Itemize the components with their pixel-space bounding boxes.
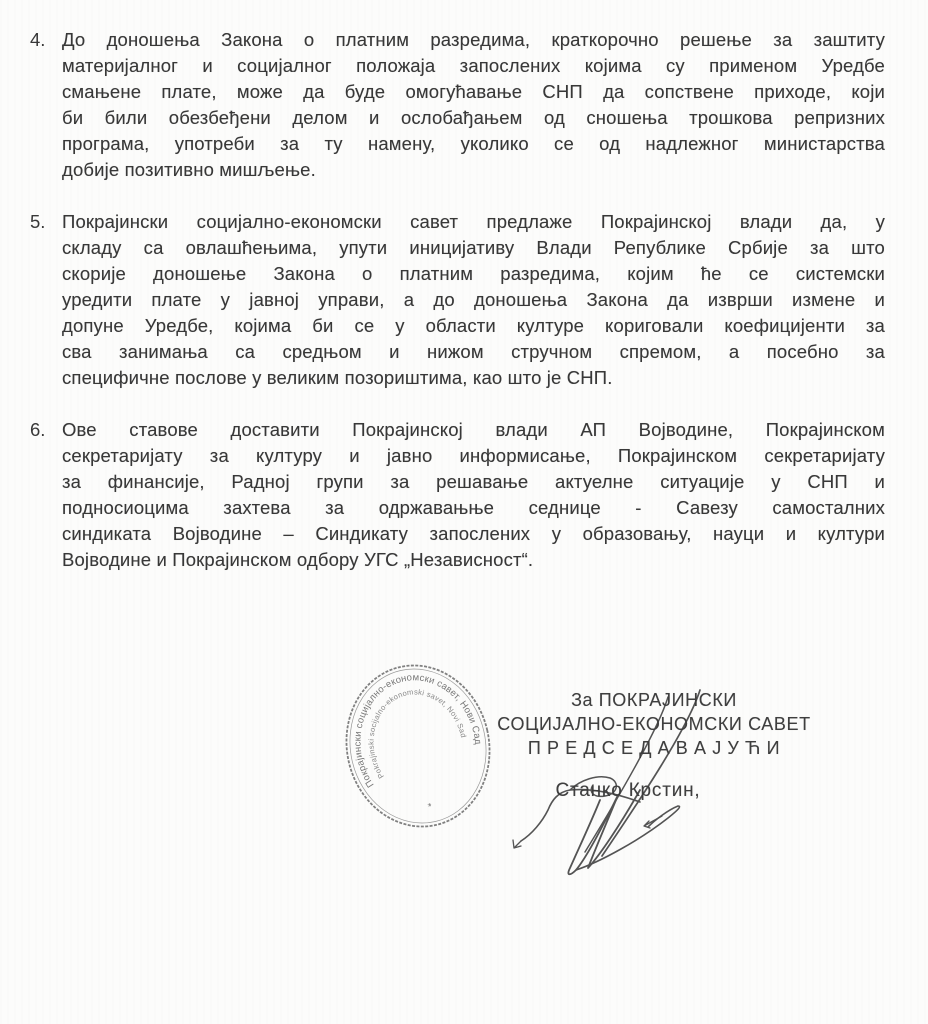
text-line: Војводине и Покрајинском одбору УГС „Независност“. (62, 549, 534, 570)
text-line: допуне Уредбе, којима би се у области културе кориговали коефицијенти за (62, 315, 885, 336)
paragraph-text (62, 209, 885, 391)
text-line: за финансије, Радној групи за решавање актуелне ситуације у СНП и (62, 471, 885, 492)
signatory-name: Станко Крстин, (555, 780, 701, 801)
text-line: Покрајински социјално-економски савет предлаже Покрајинској влади да, у (62, 211, 885, 232)
text-line: синдиката Војводине – Синдикату запослених у образовању, науци и култури (62, 523, 885, 544)
list-number: 5. (30, 211, 46, 232)
text-line: материјалног и социјалног положаја запослених којима су применом Уредбе (62, 55, 885, 76)
handwritten-signature (450, 672, 790, 887)
stamp-inner-text: Pokrajinski socijalno-ekonomski savet, Novi Sad (366, 687, 469, 781)
text-line: би били обезбеђени делом и ослобађањем од сношења трошкова репризних (62, 107, 885, 128)
text-line: сва занимања са средњом и нижом стручном спремом, а посебно за (62, 341, 885, 362)
stamp-outer-text: Покрајински социјално-економски савет, Нови Сад (352, 672, 484, 790)
signature-org-line-1: За ПОКРАЈИНСКИ (571, 690, 737, 710)
list-number: 6. (30, 419, 46, 440)
text-line: програма, употреби за ту намену, уколико се од надлежног министарства (62, 133, 885, 154)
text-line: секретаријату за културу и јавно информисање, Покрајинском секретаријату (62, 445, 885, 466)
paragraph-text (62, 27, 885, 183)
text-line: складу са овлашћењима, упути иницијативу Влади Републике Србије за што (62, 237, 885, 258)
stamp-star-separator: * (426, 801, 434, 814)
text-line: Ове ставове доставити Покрајинској влади АП Војводине, Покрајинском (62, 419, 885, 440)
signature-role-line: П Р Е Д С Е Д А В А Ј У Ћ И (527, 738, 781, 758)
text-line: скорије доношење Закона о платним разредима, којим ће се системски (62, 263, 885, 284)
text-line: смањене плате, може да буде омогућавање СНП да сопствене приходе, који (62, 81, 885, 102)
text-line: добије позитивно мишљење. (62, 159, 316, 180)
list-item-5 (30, 209, 888, 391)
text-line: уредити плате у јавној управи, а до доношења Закона да изврши измене и (62, 289, 885, 310)
text-line: специфичне послове у великим позориштима, као што је СНП. (62, 367, 613, 388)
paragraph-text (62, 417, 885, 573)
text-line: подносиоцима захтева за одржавањње седнице - Савезу самосталних (62, 497, 885, 518)
signature-org-line-2: СОЦИЈАЛНО-ЕКОНОМСКИ САВЕТ (497, 714, 811, 734)
text-line: До доношења Закона о платним разредима, краткорочно решење за заштиту (62, 29, 885, 50)
list-item-4 (30, 27, 888, 183)
list-item-6 (30, 417, 888, 573)
list-number: 4. (30, 29, 46, 50)
